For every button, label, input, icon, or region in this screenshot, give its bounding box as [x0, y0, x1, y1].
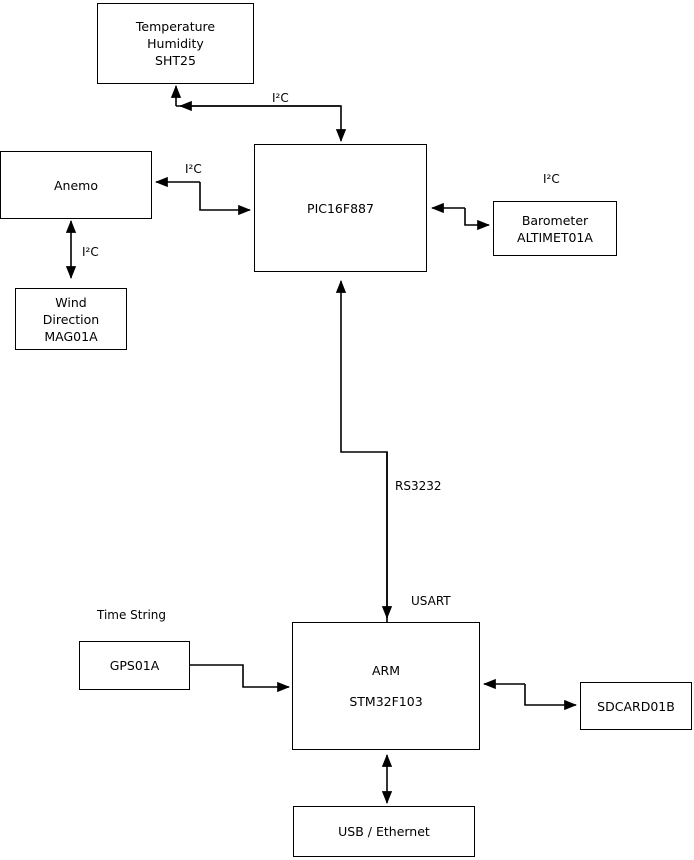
node-sht25-line-1: Temperature	[135, 19, 216, 34]
node-pic16f887[interactable]	[254, 144, 427, 272]
connector-arm-to-sdcard	[484, 684, 576, 705]
edge-label-i2c-barometer: I²C	[543, 172, 560, 186]
node-arm-stm32f103[interactable]	[292, 622, 480, 750]
connector-pic-to-sht25	[176, 86, 341, 141]
edge-label-usart: USART	[411, 594, 451, 608]
node-sdcard01b[interactable]	[580, 682, 692, 730]
node-anemo[interactable]	[0, 151, 152, 219]
edge-label-i2c-anemo: I²C	[185, 162, 202, 176]
node-barometer-line-2: ALTIMET01A	[517, 229, 593, 245]
node-wind-direction-line-3: MAG01A	[44, 328, 98, 344]
node-wind-direction[interactable]	[15, 288, 127, 350]
node-barometer-line-1: Barometer	[521, 212, 589, 228]
node-anemo-line-1: Anemo	[54, 177, 98, 193]
node-usb-ethernet[interactable]	[293, 806, 475, 857]
node-usb-ethernet-line-1: USB / Ethernet	[338, 824, 430, 839]
node-gps01a-line-1: GPS01A	[109, 658, 160, 673]
node-arm-line-2: STM32F103	[349, 694, 423, 709]
node-gps01a[interactable]	[79, 641, 190, 690]
node-arm-line-1: ARM	[371, 663, 401, 678]
node-barometer[interactable]	[493, 201, 617, 256]
node-sht25-line-3: SHT25	[155, 53, 196, 68]
edge-label-i2c-sht25: I²C	[272, 91, 289, 105]
edge-label-rs3232: RS3232	[395, 479, 442, 493]
edge-label-i2c-wind: I²C	[82, 245, 99, 259]
edge-label-time-string: Time String	[97, 608, 166, 622]
node-wind-direction-line-2: Direction	[42, 311, 100, 327]
connector-anemo-to-pic	[156, 182, 250, 210]
node-sht25[interactable]	[97, 3, 254, 84]
node-pic16f887-line-1: PIC16F887	[307, 200, 374, 216]
connector-arm-to-pic	[341, 281, 387, 622]
connector-pic-to-barometer	[432, 208, 489, 225]
connector-gps-to-arm	[190, 665, 289, 687]
node-sht25-line-2: Humidity	[147, 36, 204, 51]
node-sdcard01b-line-1: SDCARD01B	[597, 698, 675, 714]
node-wind-direction-line-1: Wind	[55, 294, 87, 310]
